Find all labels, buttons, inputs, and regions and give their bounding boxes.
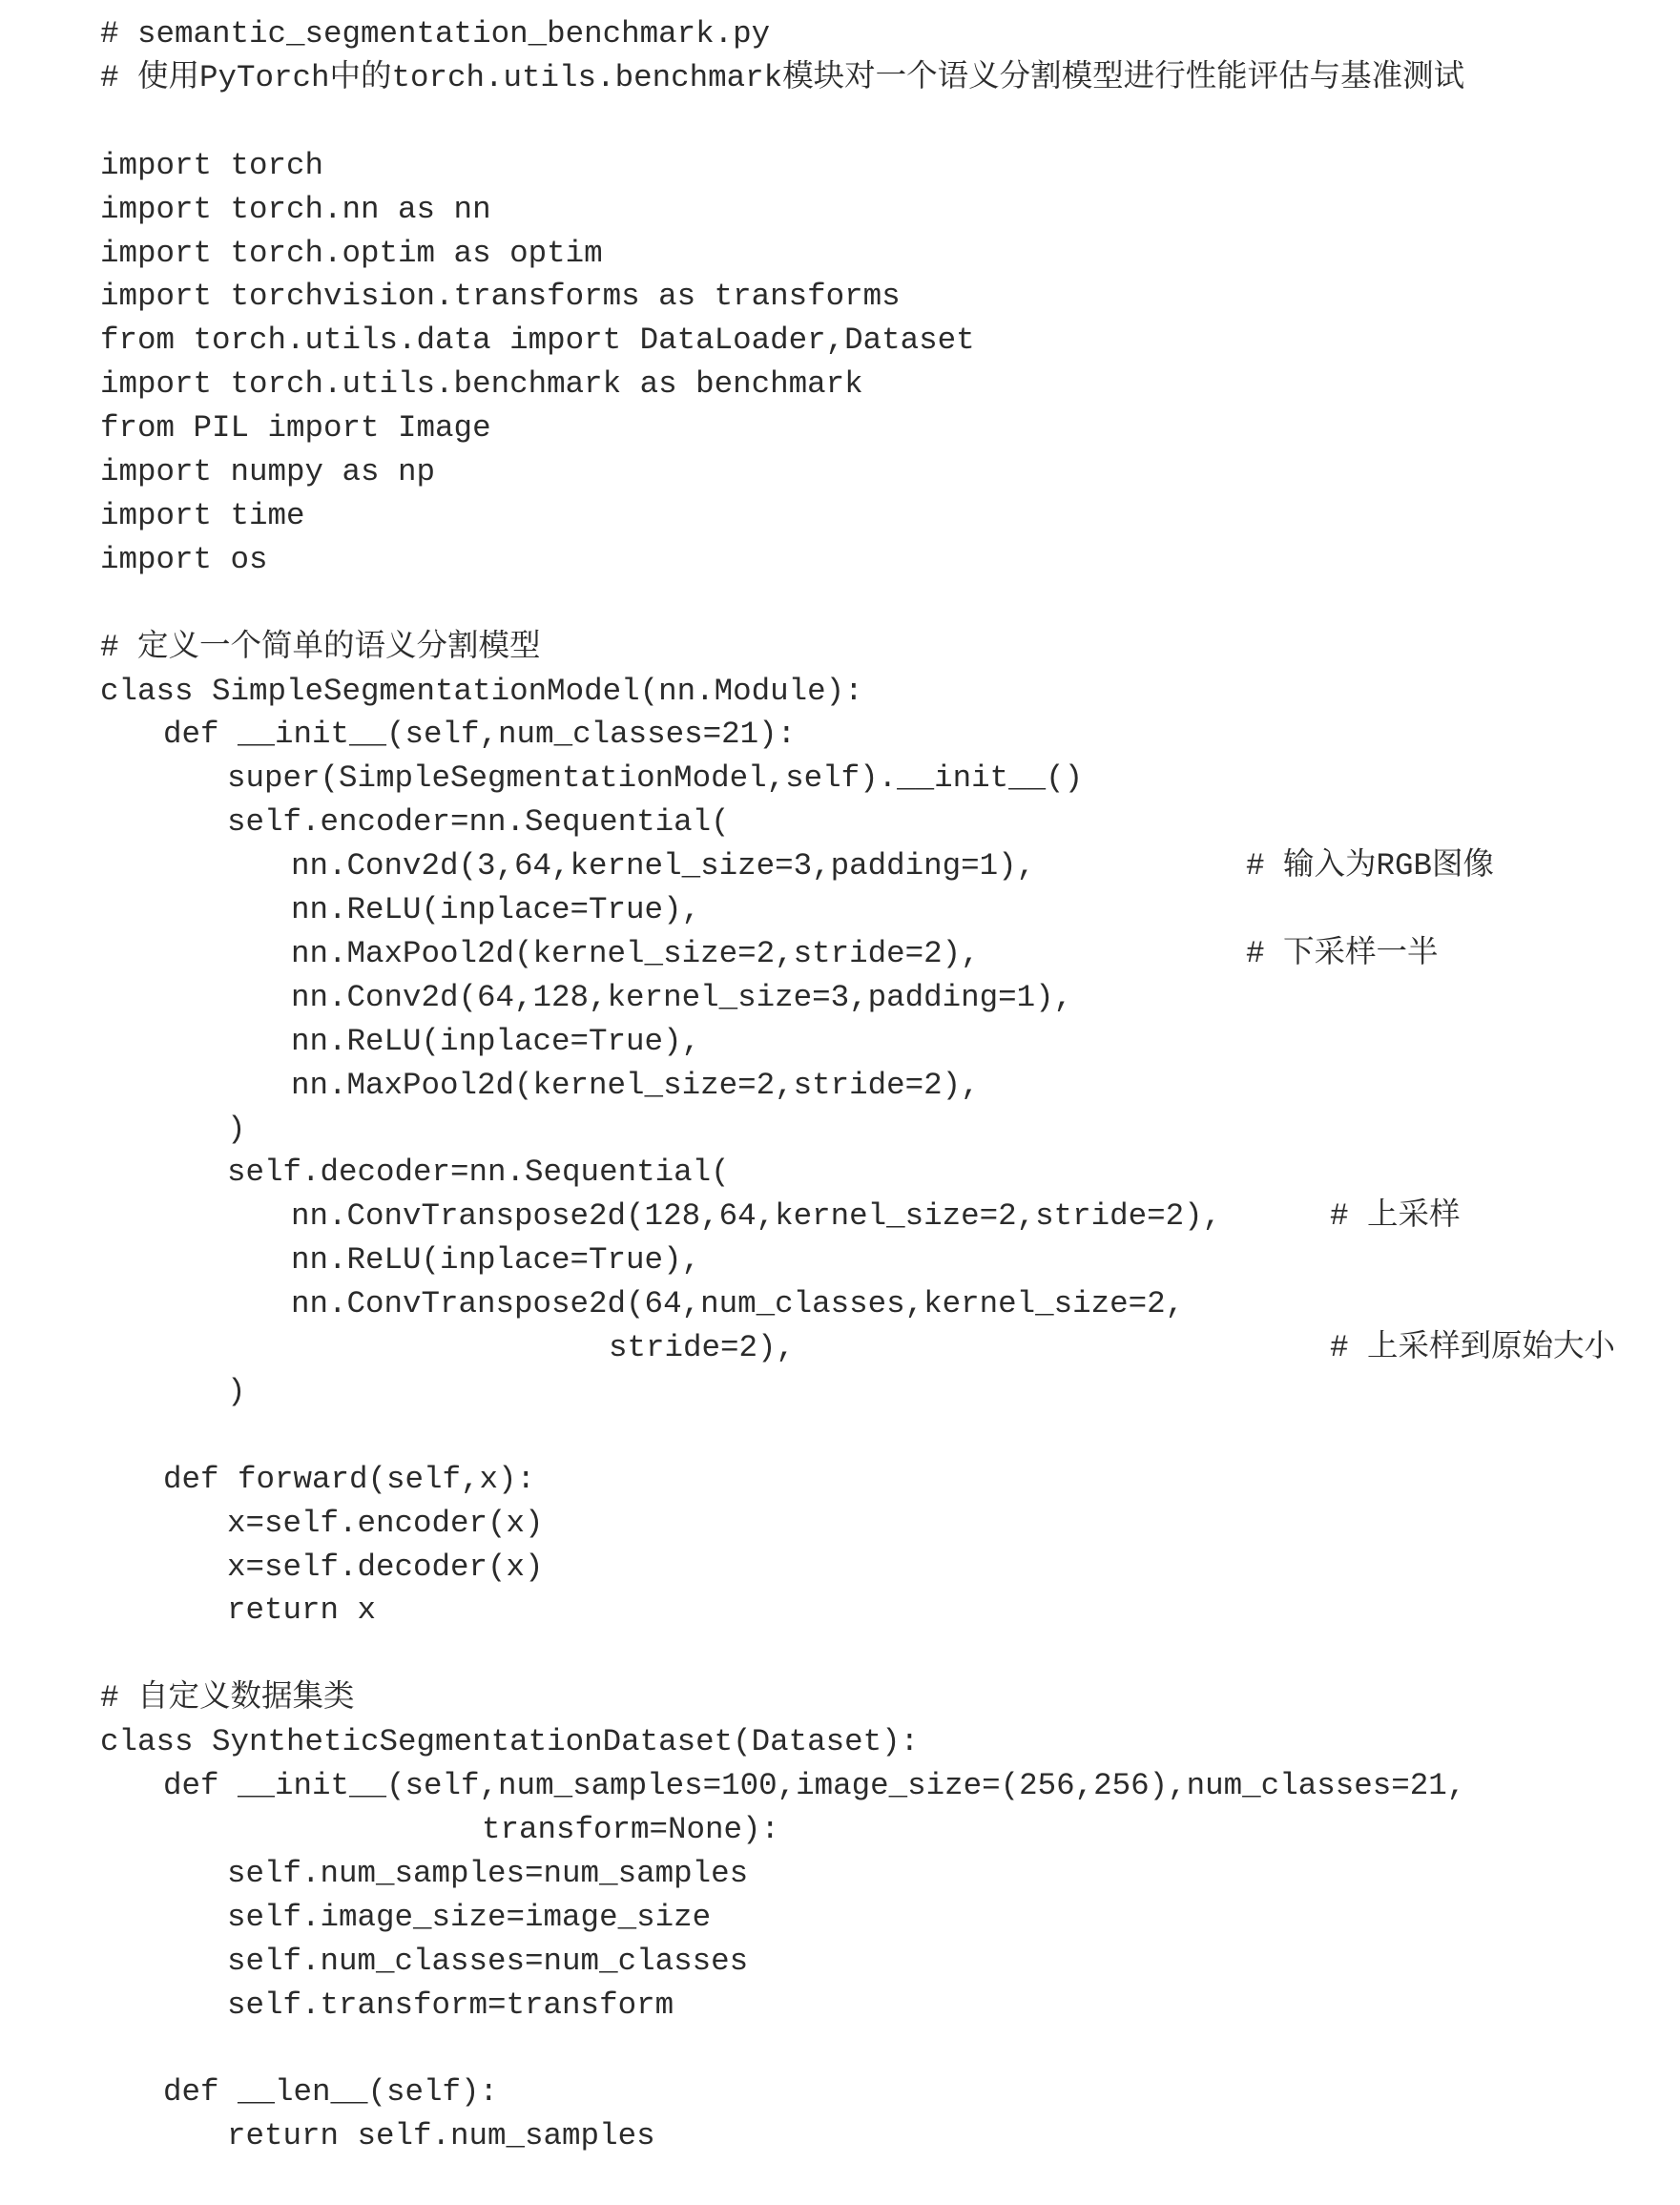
code-line: return self.num_samples [227, 2118, 655, 2154]
code-line: x=self.encoder(x) [227, 1505, 544, 1541]
code-line: class SyntheticSegmentationDataset(Dataset): [100, 1724, 920, 1760]
code-line: transform=None): [482, 1811, 780, 1847]
code-line: import torchvision.transforms as transforms [100, 279, 901, 315]
code-line: from torch.utils.data import DataLoader,Dataset [100, 322, 975, 359]
code-line: self.num_classes=num_classes [227, 1943, 749, 1979]
code-line: ) [227, 1373, 246, 1409]
code-line: nn.ReLU(inplace=True), [291, 892, 701, 927]
inline-comment: # 下采样一半 [1246, 935, 1439, 971]
code-line: nn.ReLU(inplace=True), [291, 1023, 701, 1059]
code-line: self.encoder=nn.Sequential( [227, 804, 730, 841]
code-line: def __init__(self,num_samples=100,image_size=(256,256),num_classes=21, [163, 1768, 1466, 1803]
inline-comment: # 上采样到原始大小 [1330, 1330, 1616, 1365]
code-line: self.num_samples=num_samples [227, 1855, 749, 1891]
code-line: # semantic_segmentation_benchmark.py [100, 16, 771, 52]
code-line: nn.Conv2d(64,128,kernel_size=3,padding=1), [291, 979, 1073, 1015]
inline-comment: # 上采样 [1330, 1198, 1461, 1235]
code-line: import os [100, 541, 268, 577]
code-line: from PIL import Image [100, 410, 491, 447]
inline-comment: # 输入为RGB图像 [1246, 848, 1495, 884]
code-line: self.decoder=nn.Sequential( [227, 1155, 730, 1191]
code-line: class SimpleSegmentationModel(nn.Module): [100, 673, 863, 709]
code-line: import torch [100, 147, 324, 183]
code-line: def forward(self,x): [163, 1461, 536, 1497]
code-line: nn.MaxPool2d(kernel_size=2,stride=2), [291, 1067, 980, 1103]
code-line: return x [227, 1592, 377, 1629]
code-line: self.transform=transform [227, 1987, 674, 2023]
code-line: nn.ConvTranspose2d(64,num_classes,kernel_size=2, [291, 1286, 1185, 1322]
code-line: import numpy as np [100, 454, 436, 489]
code-line: import torch.optim as optim [100, 235, 603, 271]
code-line: def __init__(self,num_classes=21): [163, 717, 797, 753]
code-line: # 定义一个简单的语义分割模型 [100, 629, 541, 665]
code-line: import time [100, 497, 305, 533]
code-line: # 自定义数据集类 [100, 1680, 355, 1716]
code-line: x=self.decoder(x) [227, 1549, 544, 1585]
code-line: self.image_size=image_size [227, 1899, 712, 1935]
code-line: import torch.utils.benchmark as benchmark [100, 366, 863, 403]
code-line: nn.Conv2d(3,64,kernel_size=3,padding=1), [291, 848, 1036, 884]
code-line: # 使用PyTorch中的torch.utils.benchmark模块对一个语义分割模型进行性能评估与基准测试 [100, 59, 1465, 95]
code-line: stride=2), [609, 1330, 796, 1365]
code-line: nn.ConvTranspose2d(128,64,kernel_size=2,stride=2), [291, 1198, 1222, 1235]
code-line: ) [227, 1111, 246, 1147]
code-line: nn.ReLU(inplace=True), [291, 1242, 701, 1279]
code-line: def __len__(self): [163, 2074, 499, 2111]
code-line: super(SimpleSegmentationModel,self).__init__() [227, 760, 1084, 797]
code-line: nn.MaxPool2d(kernel_size=2,stride=2), [291, 935, 980, 971]
code-line: import torch.nn as nn [100, 191, 491, 227]
